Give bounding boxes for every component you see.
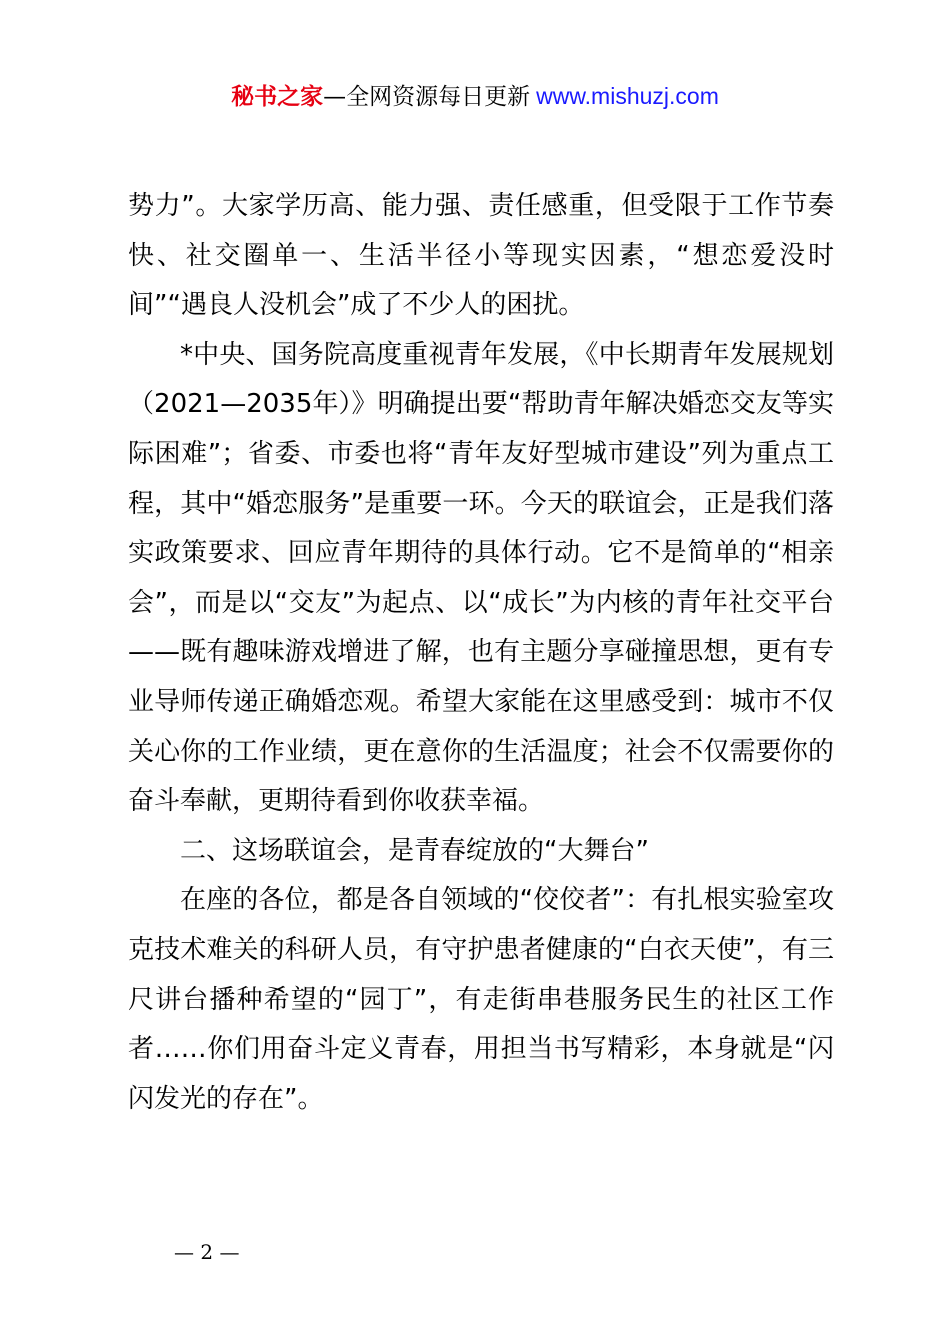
site-header (0, 80, 950, 113)
document-body (128, 182, 834, 1124)
site-tagline: —全网资源每日更新 (323, 84, 531, 110)
section-heading: 二、这场联谊会，是青春绽放的“大舞台” (180, 835, 649, 866)
page-number: — 2 — (174, 1240, 240, 1264)
site-brand: 秘书之家 (231, 84, 324, 110)
paragraph-attendees: 在座的各位，都是各自领域的“佼佼者”：有扎根实验室攻克技术难关的科研人员，有守护患者健康的“白衣天使”，有三尺讲台播种希望的“园丁”，有走街串巷服务民生的社区工作者……你们用奋斗定义青春，用担当书写精彩，本身就是“闪闪发光的存在”。 (128, 885, 834, 1114)
paragraph-continuation: 势力”。大家学历高、能力强、责任感重，但受限于工作节奏快、社交圈单一、生活半径小等现实因素，“想恋爱没时间”“遇良人没机会”成了不少人的困扰。 (128, 191, 834, 321)
site-url: www.mishuzj.com (536, 83, 719, 109)
paragraph-policy: *中央、国务院高度重视青年发展，《中长期青年发展规划（2021—2035年）》明确提出要“帮助青年解决婚恋交友等实际困难”；省委、市委也将“青年友好型城市建设”列为重点工程，其中“婚恋服务”是重要一环。今天的联谊会，正是我们落实政策要求、回应青年期待的具体行动。它不是简单的“相亲会”，而是以“交友”为起点、以“成长”为内核的青年社交平台——既有趣味游戏增进了解，也有主题分享碰撞思想，更有专业导师传递正确婚恋观。希望大家能在这里感受到：城市不仅关心你的工作业绩，更在意你的生活温度；社会不仅需要你的奋斗奉献，更期待看到你收获幸福。 (128, 339, 834, 817)
